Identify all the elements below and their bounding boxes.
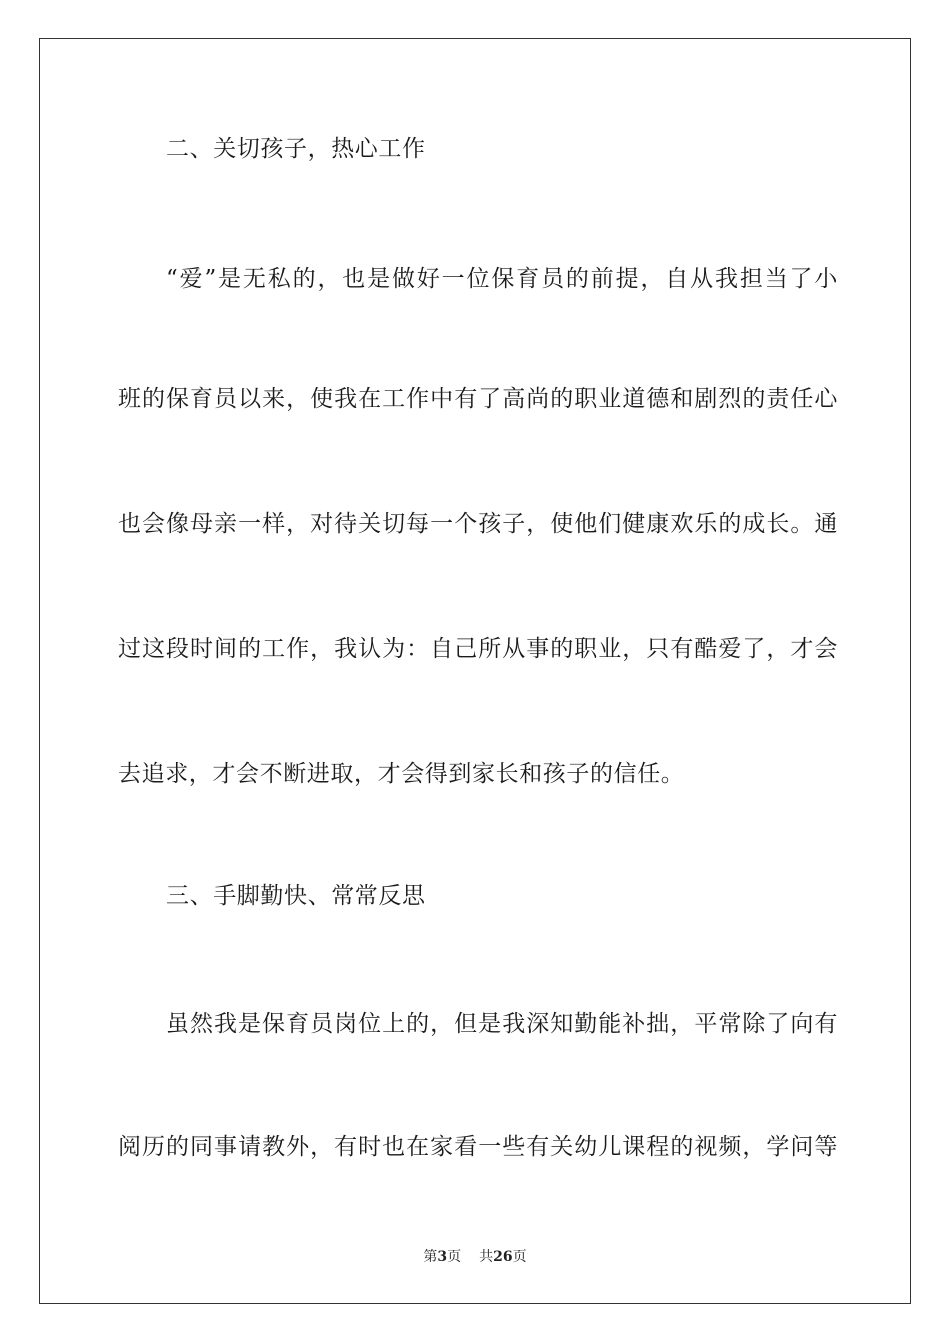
- paragraph-line: 阅历的同事请教外，有时也在家看一些有关幼儿课程的视频，学问等: [118, 1134, 838, 1160]
- footer-page-number: 3: [437, 1249, 448, 1265]
- paragraph-line: 也会像母亲一样，对待关切每一个孩子，使他们健康欢乐的成长。通: [118, 511, 838, 537]
- footer-page-suffix: 页: [447, 1249, 462, 1265]
- section-heading-3: 三、手脚勤快、常常反思: [166, 883, 426, 909]
- footer-total-suffix: 页: [512, 1249, 527, 1265]
- section-heading-2: 二、关切孩子，热心工作: [166, 136, 426, 162]
- paragraph-line: 过这段时间的工作，我认为：自己所从事的职业，只有酷爱了，才会: [118, 636, 838, 662]
- page-border: [39, 38, 911, 1304]
- page-footer: [0, 1248, 950, 1266]
- footer-total-prefix: 共: [479, 1249, 494, 1265]
- paragraph-line: 班的保育员以来，使我在工作中有了高尚的职业道德和剧烈的责任心: [118, 386, 838, 412]
- paragraph-line: “爱”是无私的，也是做好一位保育员的前提，自从我担当了小: [166, 266, 838, 292]
- paragraph-line: 虽然我是保育员岗位上的，但是我深知勤能补拙，平常除了向有: [166, 1011, 838, 1037]
- footer-page-prefix: 第: [423, 1249, 438, 1265]
- footer-total-pages: 26: [493, 1249, 513, 1265]
- paragraph-line: 去追求，才会不断进取，才会得到家长和孩子的信任。: [118, 761, 685, 787]
